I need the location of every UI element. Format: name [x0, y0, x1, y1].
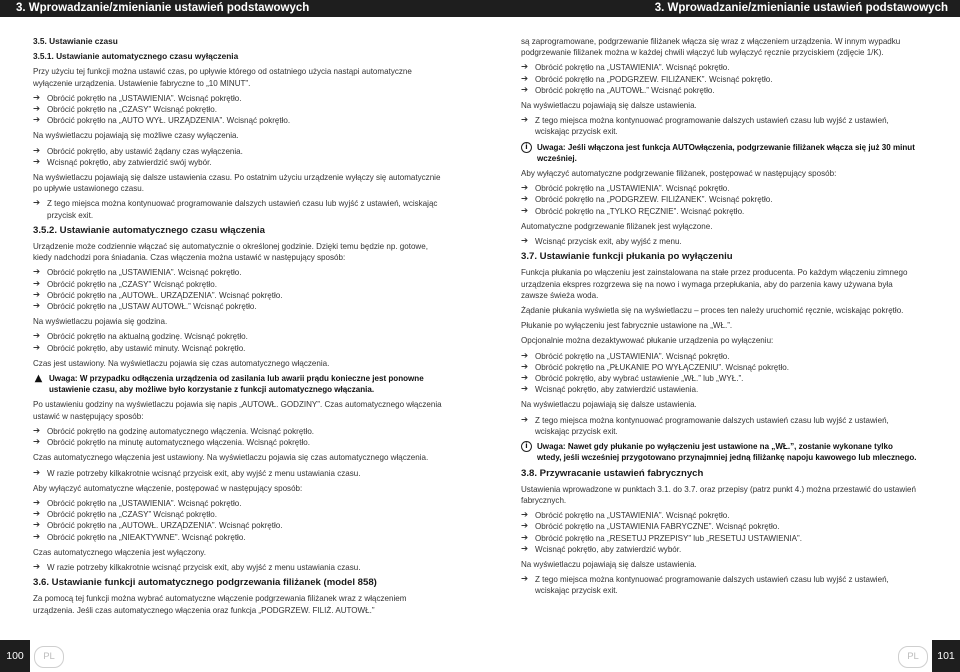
list-item: ➔ Wcisnąć pokrętło, aby zatwierdzić ustawienia. [521, 384, 919, 395]
bullet-list [33, 426, 446, 448]
bullet-list [521, 351, 919, 396]
paragraph: są zaprogramowane, podgrzewanie filiżanek włącza się wraz z włączeniem urządzenia. W innym wypadku podgrzewanie filiżanek można w każdej chwili włączyć lub wyłączyć ręcznie przyciskiem (zdjęcie 1/K). [521, 37, 901, 58]
paragraph: Za pomocą tej funkcji można wybrać automatyczne włączenie podgrzewania filiżanek wraz z włączeniem urządzenia. Jeśli czas automatycznego włączenia oraz funkcja „PODGRZEW. FILIŻ. AUTOWŁ.” [33, 594, 407, 615]
warning-note [33, 373, 446, 395]
list-item: ➔ Obrócić pokrętło na „AUTOWŁ. URZĄDZENIA”. Wcisnąć pokrętło. [33, 290, 446, 301]
info-note [521, 441, 919, 463]
paragraph: Na wyświetlaczu pojawiają się dalsze ustawienia. [521, 400, 697, 410]
paragraph: Płukanie po wyłączeniu jest fabrycznie ustawione na „WŁ.”. [521, 321, 733, 331]
paragraph: Na wyświetlaczu pojawia się godzina. [33, 317, 168, 327]
bullet-list [33, 267, 446, 312]
list-item: ➔ Obrócić pokrętło na „USTAWIENIA”. Wcisnąć pokrętło. [33, 498, 446, 509]
bullet-list [521, 415, 919, 437]
list-item: ➔ Obrócić pokrętło na „PODGRZEW. FILIŻANEK”. Wcisnąć pokrętło. [521, 74, 919, 85]
bullet-list [33, 198, 446, 220]
paragraph: Urządzenie może codziennie włączać się automatycznie o określonej godzinie. Dzięki temu będzie np. gotowe, kiedy nadchodzi pora śniadania. Czas włączenia można ustawić w następujący sposób: [33, 242, 428, 263]
header-right: 3. Wprowadzanie/zmienianie ustawień podstawowych [480, 0, 960, 17]
list-item: ➔ Obrócić pokrętło na „RESETUJ PRZEPISY” lub „RESETUJ USTAWIENIA”. [521, 533, 919, 544]
info-icon: i [521, 441, 532, 452]
bullet-list [521, 62, 919, 96]
paragraph: Funkcja płukania po włączeniu jest zainstalowana na stałe przez producenta. Po każdym włączeniu zimnego urządzenia ekspres rozgrzewa się na nowo i wymaga przepłukania, aby do parzenia kawy używana była zawsze świeża woda. [521, 268, 908, 300]
bullet-list [521, 236, 919, 247]
list-item: ➔ Z tego miejsca można kontynuować programowanie dalszych ustawień czasu lub wyjść z ustawień, wciskając przycisk exit. [33, 198, 446, 220]
bullet-list [33, 468, 446, 479]
page-number-left: 100 [0, 640, 30, 672]
warning-text: Uwaga: W przypadku odłączenia urządzenia od zasilania lub awarii prądu konieczne jest ponowne ustawienie czasu, aby możliwe było korzystanie z funkcji automatycznego włączania. [49, 374, 424, 395]
section-heading: 3.7. Ustawianie funkcji płukania po wyłączeniu [521, 251, 733, 263]
list-item: ➔ Obrócić pokrętło na „USTAWIENIA”. Wcisnąć pokrętło. [33, 93, 446, 104]
list-item: ➔ Obrócić pokrętło na „TYLKO RĘCZNIE”. Wcisnąć pokrętło. [521, 206, 919, 217]
list-item: ➔ W razie potrzeby kilkakrotnie wcisnąć przycisk exit, aby wyjść z menu ustawiania czasu. [33, 562, 446, 573]
paragraph: Żądanie płukania wyświetla się na wyświetlaczu – proces ten należy uruchomić ręcznie, wciskając pokrętło. [521, 306, 904, 316]
list-item: ➔ Obrócić pokrętło na „USTAW AUTOWŁ.” Wcisnąć pokrętło. [33, 301, 446, 312]
list-item: ➔ Obrócić pokrętło na „AUTOWŁ.” Wcisnąć pokrętło. [521, 85, 919, 96]
paragraph: Czas jest ustawiony. Na wyświetlaczu pojawia się czas automatycznego włączenia. [33, 358, 330, 368]
paragraph: Opcjonalnie można dezaktywować płukanie urządzenia po wyłączeniu: [521, 336, 774, 346]
list-item: ➔ Obrócić pokrętło, aby ustawić żądany czas wyłączenia. [33, 146, 446, 157]
list-item: ➔ Obrócić pokrętło, aby wybrać ustawienie „WŁ.” lub „WYŁ.”. [521, 373, 919, 384]
paragraph: Na wyświetlaczu pojawiają się dalsze ustawienia. [521, 101, 697, 111]
list-item: ➔ Obrócić pokrętło na „USTAWIENIA”. Wcisnąć pokrętło. [521, 183, 919, 194]
bullet-list [521, 115, 919, 137]
list-item: ➔ Obrócić pokrętło na „USTAWIENIA”. Wcisnąć pokrętło. [33, 267, 446, 278]
list-item: ➔ Obrócić pokrętło na „CZASY” Wcisnąć pokrętło. [33, 279, 446, 290]
list-item: ➔ Obrócić pokrętło na minutę automatycznego włączenia. Wcisnąć pokrętło. [33, 437, 446, 448]
list-item: ➔ Z tego miejsca można kontynuować programowanie dalszych ustawień czasu lub wyjść z ustawień, wciskając przycisk exit. [521, 574, 919, 596]
list-item: ➔ Obrócić pokrętło na „AUTOWŁ. URZĄDZENIA”. Wcisnąć pokrętło. [33, 520, 446, 531]
section-heading: 3.5.1. Ustawianie automatycznego czasu wyłączenia [33, 51, 239, 62]
section-heading: 3.5.2. Ustawianie automatycznego czasu włączenia [33, 224, 265, 236]
list-item: ➔ Obrócić pokrętło na godzinę automatycznego włączenia. Wcisnąć pokrętło. [33, 426, 446, 437]
paragraph: Aby wyłączyć automatyczne włączenie, postępować w następujący sposób: [33, 483, 303, 493]
bullet-list [521, 183, 919, 217]
paragraph: Przy użyciu tej funkcji można ustawić czas, po upływie którego od ostatniego użycia nastąpi automatyczne wyłączenie urządzenia. Ustawienie fabryczne to „10 MINUT”. [33, 67, 412, 88]
list-item: ➔ Obrócić pokrętło na „USTAWIENIA”. Wcisnąć pokrętło. [521, 62, 919, 73]
list-item: ➔ Z tego miejsca można kontynuować programowanie dalszych ustawień czasu lub wyjść z ustawień, wciskając przycisk exit. [521, 115, 919, 137]
list-item: ➔ Wcisnąć pokrętło, aby zatwierdzić wybór. [521, 544, 919, 555]
bullet-list [33, 331, 446, 353]
list-item: ➔ Obrócić pokrętło na „CZASY” Wcisnąć pokrętło. [33, 104, 446, 115]
paragraph: Po ustawieniu godziny na wyświetlaczu pojawia się napis „AUTOWŁ. GODZINY”. Czas automatycznego włączenia ustawić w następujący sposób: [33, 400, 442, 421]
info-text: Uwaga: Nawet gdy płukanie po wyłączeniu jest ustawione na „WŁ.”, zostanie wykonane tylko wtedy, jeśli wcześniej przygotowano przynajmniej jedną filiżankę napoju kawowego lub mlecznego. [537, 442, 917, 463]
info-note [521, 142, 919, 164]
paragraph: Na wyświetlaczu pojawiają się dalsze ustawienia. [521, 559, 697, 569]
paragraph: Ustawienia wprowadzone w punktach 3.1. do 3.7. oraz przepisy (patrz punkt 4.) można przestawić do ustawień fabrycznych. [521, 484, 916, 505]
list-item: ➔ Obrócić pokrętło na „NIEAKTYWNE”. Wcisnąć pokrętło. [33, 532, 446, 543]
list-item: ➔ Wcisnąć przycisk exit, aby wyjść z menu. [521, 236, 919, 247]
paragraph: Automatyczne podgrzewanie filiżanek jest wyłączone. [521, 221, 713, 231]
section-heading: 3.8. Przywracanie ustawień fabrycznych [521, 467, 704, 479]
bullet-list [33, 146, 446, 168]
bullet-list [33, 498, 446, 543]
list-item: ➔ Wcisnąć pokrętło, aby zatwierdzić swój wybór. [33, 157, 446, 168]
paragraph: Czas automatycznego włączenia jest ustawiony. Na wyświetlaczu pojawia się czas automatycznego włączenia. [33, 453, 429, 463]
list-item: ➔ Z tego miejsca można kontynuować programowanie dalszych ustawień czasu lub wyjść z ustawień, wciskając przycisk exit. [521, 415, 919, 437]
list-item: ➔ Obrócić pokrętło na „PŁUKANIE PO WYŁĄCZENIU”. Wcisnąć pokrętło. [521, 362, 919, 373]
language-badge-left: PL [34, 646, 64, 668]
paragraph: Aby wyłączyć automatyczne podgrzewanie filiżanek, postępować w następujący sposób: [521, 169, 837, 179]
list-item: ➔ Obrócić pokrętło na „PODGRZEW. FILIŻANEK”. Wcisnąć pokrętło. [521, 194, 919, 205]
list-item: ➔ Obrócić pokrętło na „USTAWIENIA”. Wcisnąć pokrętło. [521, 351, 919, 362]
paragraph: Na wyświetlaczu pojawiają się możliwe czasy wyłączenia. [33, 131, 239, 141]
info-text: Uwaga: Jeśli włączona jest funkcja AUTOwłączenia, podgrzewanie filiżanek włącza się już 30 minut wcześniej. [537, 142, 915, 163]
list-item: ➔ Obrócić pokrętło, aby ustawić minuty. Wcisnąć pokrętło. [33, 343, 446, 354]
section-heading: 3.6. Ustawianie funkcji automatycznego podgrzewania filiżanek (model 858) [33, 577, 377, 589]
list-item: ➔ Obrócić pokrętło na „CZASY” Wcisnąć pokrętło. [33, 509, 446, 520]
right-column [521, 36, 919, 601]
info-icon: i [521, 142, 532, 153]
page-number-right: 101 [932, 640, 960, 672]
bullet-list [33, 562, 446, 573]
list-item: ➔ Obrócić pokrętło na „USTAWIENIA”. Wcisnąć pokrętło. [521, 510, 919, 521]
list-item: ➔ Obrócić pokrętło na „AUTO WYŁ. URZĄDZENIA”. Wcisnąć pokrętło. [33, 115, 446, 126]
bullet-list [33, 93, 446, 127]
header-left: 3. Wprowadzanie/zmienianie ustawień podstawowych [0, 0, 480, 17]
list-item: ➔ W razie potrzeby kilkakrotnie wcisnąć przycisk exit, aby wyjść z menu ustawiania czasu. [33, 468, 446, 479]
section-heading: 3.5. Ustawianie czasu [33, 36, 118, 46]
left-column [33, 36, 446, 620]
bullet-list [521, 574, 919, 596]
paragraph: Na wyświetlaczu pojawiają się dalsze ustawienia czasu. Po ostatnim użyciu urządzenie wyłączy się automatycznie po upływie ustawionego czasu. [33, 173, 441, 194]
list-item: ➔ Obrócić pokrętło na aktualną godzinę. Wcisnąć pokrętło. [33, 331, 446, 342]
paragraph: Czas automatycznego włączenia jest wyłączony. [33, 547, 206, 557]
list-item: ➔ Obrócić pokrętło na „USTAWIENIA FABRYCZNE”. Wcisnąć pokrętło. [521, 521, 919, 532]
warning-icon: ▲ [34, 373, 43, 385]
language-badge-right: PL [898, 646, 928, 668]
bullet-list [521, 510, 919, 555]
